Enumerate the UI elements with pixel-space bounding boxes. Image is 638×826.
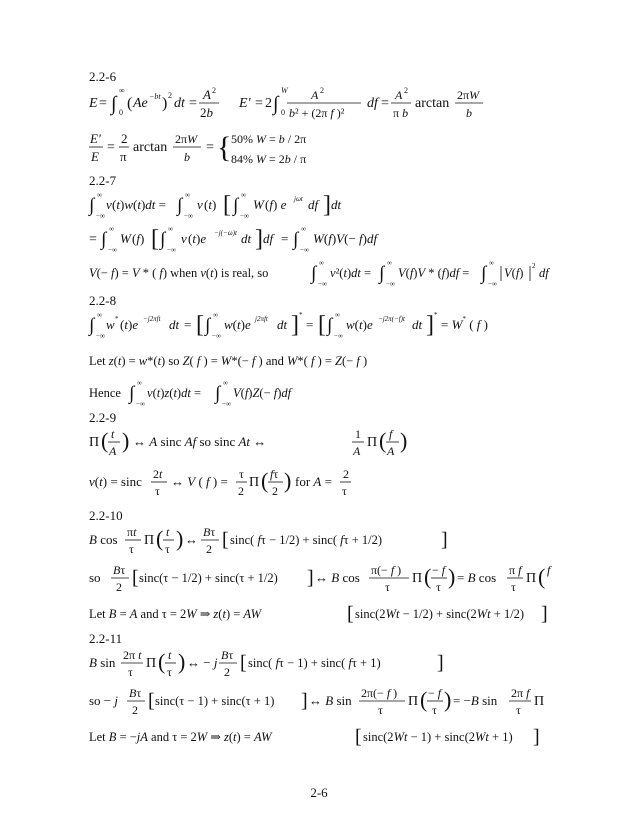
svg-text:τ: τ xyxy=(167,665,172,679)
svg-text:∞: ∞ xyxy=(489,259,494,267)
svg-text:2π f: 2π f xyxy=(511,686,530,700)
svg-text:*: * xyxy=(434,311,438,319)
section-label: 2.2-7 xyxy=(89,173,117,188)
svg-text:∞: ∞ xyxy=(97,311,102,319)
svg-text:Π: Π xyxy=(408,694,419,709)
svg-text:−∞: −∞ xyxy=(96,332,105,340)
svg-text:(: ( xyxy=(101,428,109,453)
svg-text:−j2π(−f)t: −j2π(−f)t xyxy=(378,315,405,323)
svg-text:dt: dt xyxy=(277,317,288,332)
svg-text:]: ] xyxy=(426,312,434,338)
svg-text:A: A xyxy=(387,444,395,458)
svg-text:Π: Π xyxy=(144,533,155,548)
svg-text:∫: ∫ xyxy=(327,315,333,336)
svg-text:=: = xyxy=(99,96,107,111)
svg-text:2: 2 xyxy=(132,703,138,717)
svg-text:f: f xyxy=(389,427,393,441)
svg-text:2πW: 2πW xyxy=(457,88,480,102)
svg-text:=: = xyxy=(206,140,214,155)
svg-text:Bτ: Bτ xyxy=(203,525,216,539)
svg-text:df: df xyxy=(263,231,274,246)
section-2-2-8 xyxy=(89,293,488,408)
section-label: 2.2-8 xyxy=(89,293,117,308)
svg-text:−∞: −∞ xyxy=(334,332,343,340)
svg-text:1: 1 xyxy=(355,427,361,441)
svg-text:[: [ xyxy=(240,652,247,674)
svg-text:↔ B cos: ↔ B cos xyxy=(315,570,360,585)
svg-text:τ: τ xyxy=(165,542,170,556)
svg-text:): ) xyxy=(448,564,456,589)
equation-line xyxy=(89,83,529,173)
svg-text:B sin: B sin xyxy=(89,655,116,670)
svg-text:2: 2 xyxy=(265,96,272,111)
svg-text:∞: ∞ xyxy=(223,379,228,387)
svg-text:2: 2 xyxy=(116,580,122,594)
svg-text:πt: πt xyxy=(127,525,137,539)
svg-text:v(t)z(t)dt =: v(t)z(t)dt = xyxy=(147,386,202,400)
svg-text:−∞: −∞ xyxy=(167,246,176,254)
svg-text:Π: Π xyxy=(526,571,537,586)
svg-text:∫: ∫ xyxy=(215,383,221,404)
svg-text:w(t)e: w(t)e xyxy=(224,317,251,332)
svg-text:↔ B sin: ↔ B sin xyxy=(309,693,352,708)
svg-text:Π: Π xyxy=(534,694,545,709)
svg-text:B cos: B cos xyxy=(89,532,118,547)
svg-text:∞: ∞ xyxy=(119,86,125,95)
section-label: 2.2-10 xyxy=(89,508,123,523)
svg-text:∫: ∫ xyxy=(233,195,239,216)
svg-text:−∞: −∞ xyxy=(300,246,309,254)
svg-text:): ) xyxy=(284,468,292,493)
svg-text:dt: dt xyxy=(169,317,180,332)
svg-text:−∞: −∞ xyxy=(222,400,231,408)
svg-text:df: df xyxy=(367,96,378,111)
svg-text:∫: ∫ xyxy=(111,93,117,115)
svg-text:∞: ∞ xyxy=(301,225,306,233)
svg-text:Π: Π xyxy=(249,475,260,490)
svg-text:=: = xyxy=(89,232,97,247)
svg-text:τ: τ xyxy=(239,467,244,481)
svg-text:(: ( xyxy=(127,95,133,112)
svg-text:E: E xyxy=(91,149,99,164)
svg-text:Π: Π xyxy=(89,435,100,450)
svg-text:−∞: −∞ xyxy=(488,280,497,288)
svg-text:−∞: −∞ xyxy=(136,400,145,408)
svg-text:sinc( fτ − 1/2) + sinc( fτ + 1: sinc( fτ − 1/2) + sinc( fτ + 1/2) xyxy=(230,533,383,547)
svg-text:−∞: −∞ xyxy=(240,212,249,220)
svg-text:Hence: Hence xyxy=(89,386,121,400)
svg-text:↔ − j: ↔ − j xyxy=(187,655,218,670)
svg-text:Let B = −jA and τ = 2W: Let B = −jA and τ = 2W ⇒ z(t) = AW xyxy=(89,730,272,744)
svg-text:2π t: 2π t xyxy=(123,648,142,662)
svg-text:*: * xyxy=(115,315,119,323)
svg-text:t: t xyxy=(168,648,172,662)
svg-text:sinc(τ − 1) + sinc(τ + 1): sinc(τ − 1) + sinc(τ + 1) xyxy=(155,694,275,708)
svg-text:w(t)e: w(t)e xyxy=(346,317,373,332)
svg-text:[: [ xyxy=(347,603,354,625)
svg-text:Π: Π xyxy=(367,435,378,450)
equation-line xyxy=(89,187,549,288)
svg-text:∫: ∫ xyxy=(101,229,107,250)
svg-text:=: = xyxy=(281,231,289,246)
equation-line xyxy=(89,522,549,632)
svg-text:arctan: arctan xyxy=(133,140,168,155)
svg-text:sinc(2Wt − 1) + sinc(2Wt + 1): sinc(2Wt − 1) + sinc(2Wt + 1) xyxy=(363,730,513,744)
svg-text:W: W xyxy=(281,86,288,95)
svg-text:(: ( xyxy=(156,526,164,551)
svg-text:): ) xyxy=(400,428,408,453)
svg-text:sinc(2Wt − 1/2) + sinc(2Wt + 1: sinc(2Wt − 1/2) + sinc(2Wt + 1/2) xyxy=(355,607,525,621)
svg-text:[: [ xyxy=(148,690,155,712)
svg-text:2: 2 xyxy=(168,91,172,100)
svg-text:W: W xyxy=(253,197,264,212)
svg-text:π f: π f xyxy=(509,563,522,577)
svg-text:τ: τ xyxy=(128,665,133,679)
svg-text:(t): (t) xyxy=(204,197,217,212)
svg-text:=: = xyxy=(255,96,263,111)
svg-text:∞: ∞ xyxy=(319,259,324,267)
svg-text:[: [ xyxy=(151,226,159,252)
svg-text:↔ A sinc Af so sinc At ↔: ↔ A sinc Af so sinc At ↔ xyxy=(133,434,267,449)
svg-text:dt: dt xyxy=(331,197,342,212)
svg-text:∞: ∞ xyxy=(185,191,190,199)
svg-text:2: 2 xyxy=(320,86,324,95)
svg-text:∞: ∞ xyxy=(213,311,218,319)
svg-text:2: 2 xyxy=(404,86,408,95)
svg-text:A: A xyxy=(203,87,211,102)
svg-text:∞: ∞ xyxy=(97,191,102,199)
svg-text:]: ] xyxy=(437,652,444,674)
svg-text:∫: ∫ xyxy=(129,383,135,404)
svg-text:∫: ∫ xyxy=(481,263,487,284)
svg-text:= −B sin: = −B sin xyxy=(453,693,498,708)
svg-text:= W* ( f ): = W* ( f ) xyxy=(441,315,488,332)
equation-line xyxy=(89,307,529,407)
svg-text:Π: Π xyxy=(412,571,423,586)
svg-text:84% W = 2b / π: 84% W = 2b / π xyxy=(231,152,307,166)
svg-text:=: = xyxy=(381,96,389,111)
svg-text:∞: ∞ xyxy=(387,259,392,267)
svg-text:W: W xyxy=(120,231,131,246)
svg-text:dt: dt xyxy=(241,231,252,246)
svg-text:−∞: −∞ xyxy=(184,212,193,220)
svg-text:−∞: −∞ xyxy=(386,280,395,288)
svg-text:π(− f ): π(− f ) xyxy=(371,563,402,577)
svg-text:fτ: fτ xyxy=(270,467,279,481)
svg-text:↔ V ( f ) =: ↔ V ( f ) = xyxy=(171,474,228,489)
svg-text:∞: ∞ xyxy=(168,225,173,233)
svg-text:]: ] xyxy=(323,192,331,218)
svg-text:df: df xyxy=(308,197,319,212)
svg-text:sinc( fτ − 1) + sinc( fτ + 1): sinc( fτ − 1) + sinc( fτ + 1) xyxy=(248,656,381,670)
svg-text:V(f): V(f) xyxy=(504,266,524,280)
svg-text:b² + (2π f )²: b² + (2π f )² xyxy=(289,106,345,120)
svg-text:A: A xyxy=(395,88,403,102)
svg-text:∫: ∫ xyxy=(177,195,183,216)
svg-text:]: ] xyxy=(307,567,314,589)
svg-text:τ: τ xyxy=(378,703,383,717)
svg-text:arctan: arctan xyxy=(415,96,450,111)
svg-text:V(f)Z(− f)df: V(f)Z(− f)df xyxy=(233,386,292,400)
svg-text:0: 0 xyxy=(281,108,285,117)
svg-text:50% W = b / 2π: 50% W = b / 2π xyxy=(231,132,307,146)
svg-text:2: 2 xyxy=(532,262,536,270)
svg-text:b: b xyxy=(184,150,190,164)
svg-text:∞: ∞ xyxy=(335,311,340,319)
svg-text:∫: ∫ xyxy=(205,315,211,336)
svg-text:so: so xyxy=(89,570,101,585)
svg-text:[: [ xyxy=(318,312,326,338)
svg-text:=: = xyxy=(306,317,314,332)
svg-text:(: ( xyxy=(261,468,269,493)
svg-text:v: v xyxy=(197,197,203,212)
svg-text:dt: dt xyxy=(412,317,423,332)
svg-text:V(− f) = V * ( f) when v(t) is: V(− f) = V * ( f) when v(t) is real, so xyxy=(89,266,269,280)
svg-text:∫: ∫ xyxy=(89,195,95,216)
svg-text:(: ( xyxy=(424,564,432,589)
svg-text:2: 2 xyxy=(343,467,349,481)
svg-text:Ae: Ae xyxy=(133,96,148,111)
svg-text:τ: τ xyxy=(511,580,516,594)
svg-text:]: ] xyxy=(541,603,548,625)
svg-text:]: ] xyxy=(301,690,308,712)
svg-text:π: π xyxy=(120,149,127,164)
svg-text:): ) xyxy=(122,428,130,453)
svg-text:τ: τ xyxy=(436,580,441,594)
svg-text:2: 2 xyxy=(238,484,244,498)
svg-text:Bτ: Bτ xyxy=(221,648,234,662)
svg-text:A: A xyxy=(109,444,117,458)
svg-text:so − j: so − j xyxy=(89,693,119,708)
equation-line xyxy=(89,645,549,755)
svg-text:): ) xyxy=(176,526,184,551)
svg-text:π b: π b xyxy=(393,106,409,120)
section-2-2-7 xyxy=(89,173,549,288)
svg-text:Let z(t) = w*(t) so Z( f ): Let z(t) = w*(t) so Z( f ) = W*(− f ) and W*( f ) = Z(− f ) xyxy=(89,354,368,368)
svg-text:W(f)V(− f)df: W(f)V(− f)df xyxy=(313,231,378,246)
svg-text:− f: − f xyxy=(432,563,446,577)
svg-text:*: * xyxy=(299,311,303,319)
section-label: 2.2-11 xyxy=(89,631,123,646)
svg-text:τ: τ xyxy=(432,703,437,717)
svg-text:V(f)V * (f)df =: V(f)V * (f)df = xyxy=(398,266,470,280)
svg-text:b: b xyxy=(466,106,472,120)
svg-text:−∞: −∞ xyxy=(212,332,221,340)
svg-text:Bτ: Bτ xyxy=(113,563,126,577)
svg-text:∫: ∫ xyxy=(293,229,299,250)
svg-text:τ: τ xyxy=(385,580,390,594)
svg-text:∞: ∞ xyxy=(241,191,246,199)
svg-text:τ: τ xyxy=(129,542,134,556)
svg-text:v²(t)dt =: v²(t)dt = xyxy=(330,266,372,280)
svg-text:−∞: −∞ xyxy=(96,212,105,220)
svg-text:τ: τ xyxy=(155,484,160,498)
svg-text:2πW: 2πW xyxy=(175,132,198,146)
svg-text:(t)e: (t)e xyxy=(188,231,207,246)
svg-text:(: ( xyxy=(538,564,546,589)
svg-text:− f: − f xyxy=(428,686,442,700)
svg-text:dt: dt xyxy=(174,96,185,111)
svg-text:−j2πft: −j2πft xyxy=(143,315,161,323)
svg-text:τ: τ xyxy=(516,703,521,717)
svg-text:df: df xyxy=(539,266,549,280)
svg-text:2: 2 xyxy=(224,665,230,679)
svg-text:2t: 2t xyxy=(153,467,163,481)
svg-text:−j(−ω)t: −j(−ω)t xyxy=(214,229,237,237)
svg-text:]: ] xyxy=(441,529,448,551)
svg-text:[: [ xyxy=(132,567,139,589)
svg-text:−∞: −∞ xyxy=(108,246,117,254)
svg-text:2: 2 xyxy=(121,131,128,146)
svg-text:τ: τ xyxy=(342,484,347,498)
section-2-2-10 xyxy=(89,508,551,625)
section-2-2-6 xyxy=(89,69,480,166)
page-number: 2-6 xyxy=(310,785,328,800)
svg-text:0: 0 xyxy=(119,108,123,117)
svg-text:2: 2 xyxy=(206,542,212,556)
svg-text:=: = xyxy=(184,317,192,332)
svg-text:∞: ∞ xyxy=(109,225,114,233)
svg-text:A: A xyxy=(353,444,361,458)
svg-text:∫: ∫ xyxy=(379,263,385,284)
svg-text:=: = xyxy=(189,96,197,111)
svg-text:w: w xyxy=(106,317,115,332)
section-label: 2.2-6 xyxy=(89,69,117,84)
section-2-2-11 xyxy=(89,631,545,748)
svg-text:∞: ∞ xyxy=(137,379,142,387)
svg-text:[: [ xyxy=(355,726,362,748)
svg-text:(f) e: (f) e xyxy=(265,197,287,212)
svg-text:2: 2 xyxy=(272,484,278,498)
svg-text:Bτ: Bτ xyxy=(129,686,142,700)
svg-text:E′: E′ xyxy=(90,131,101,146)
svg-text:(: ( xyxy=(379,428,387,453)
svg-text:j2πft: j2πft xyxy=(255,315,268,323)
svg-text:[: [ xyxy=(223,192,231,218)
equation-line xyxy=(89,424,509,504)
svg-text:A: A xyxy=(311,88,319,102)
svg-text:−∞: −∞ xyxy=(318,280,327,288)
svg-text:for A =: for A = xyxy=(295,474,332,489)
svg-text:∫: ∫ xyxy=(273,93,279,115)
svg-text:t: t xyxy=(166,525,170,539)
svg-text:v(t) = sinc: v(t) = sinc xyxy=(89,474,142,489)
svg-text:(f): (f) xyxy=(132,231,145,246)
svg-text:[: [ xyxy=(196,312,204,338)
svg-text:(: ( xyxy=(420,687,428,712)
svg-text:{: { xyxy=(217,131,232,164)
svg-text:= B cos: = B cos xyxy=(457,570,497,585)
svg-text:E: E xyxy=(89,96,98,111)
svg-text:]: ] xyxy=(533,726,540,748)
svg-text:∫: ∫ xyxy=(160,229,166,250)
svg-text:∫: ∫ xyxy=(89,315,95,336)
svg-text:t: t xyxy=(111,427,115,441)
svg-text:(t)w(t)dt =: (t)w(t)dt = xyxy=(112,197,167,212)
svg-text:): ) xyxy=(178,649,186,674)
section-2-2-9 xyxy=(89,410,408,498)
svg-text:∫: ∫ xyxy=(311,263,317,284)
svg-text:2: 2 xyxy=(212,86,216,95)
svg-text:sinc(τ − 1/2) + sinc(τ + 1/2): sinc(τ − 1/2) + sinc(τ + 1/2) xyxy=(139,571,278,585)
svg-text:(: ( xyxy=(158,649,166,674)
svg-text:Let B = A and τ = 2W: Let B = A and τ = 2W ⇒ z(t) = AW xyxy=(89,607,262,621)
svg-text:v: v xyxy=(181,231,187,246)
svg-text:=: = xyxy=(107,140,115,155)
svg-text:jωt: jωt xyxy=(294,195,303,203)
svg-text:]: ] xyxy=(291,312,299,338)
svg-text:]: ] xyxy=(255,226,263,252)
svg-text:v: v xyxy=(106,197,112,212)
svg-text:2b: 2b xyxy=(200,105,213,120)
section-label: 2.2-9 xyxy=(89,410,117,425)
svg-text:(t)e: (t)e xyxy=(120,317,139,332)
svg-text:): ) xyxy=(162,95,168,112)
svg-text:f: f xyxy=(547,563,551,577)
svg-text:2π(− f ): 2π(− f ) xyxy=(361,686,398,700)
svg-text:[: [ xyxy=(222,529,229,551)
svg-text:−bt: −bt xyxy=(149,92,161,101)
svg-text:E′: E′ xyxy=(239,96,251,111)
svg-text:↔: ↔ xyxy=(185,532,198,547)
svg-text:): ) xyxy=(444,687,452,712)
svg-text:Π: Π xyxy=(146,656,157,671)
